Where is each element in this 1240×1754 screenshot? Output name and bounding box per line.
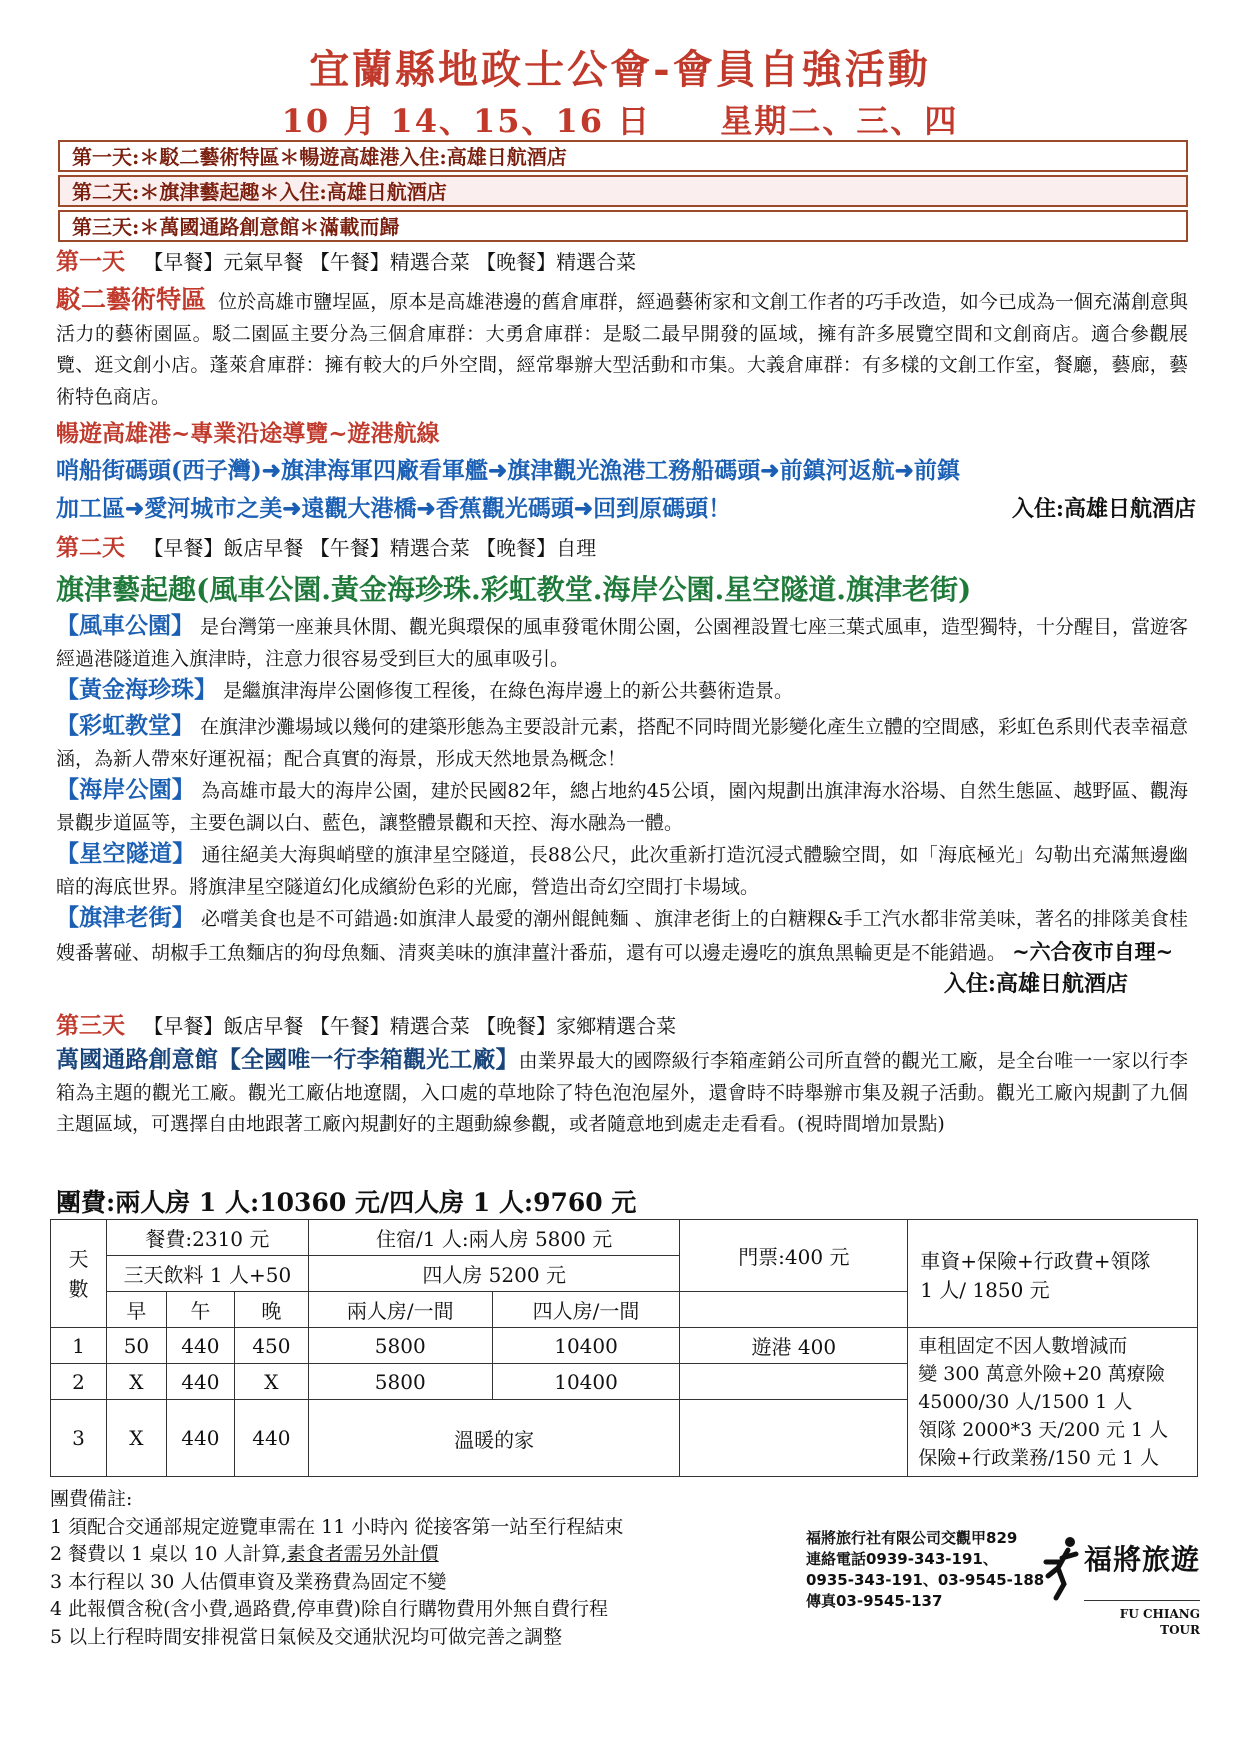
day3-meals-line — [56, 1010, 1186, 1042]
bus-header-1: 車資+保險+行政費+領隊 — [920, 1248, 1151, 1273]
pearl-title: 【黃金海珍珠】 — [56, 676, 217, 703]
day2-stay: 入住:高雄日航酒店 — [943, 971, 1128, 997]
coast-text: 為高雄市最大的海岸公園，建於民國82年，總占地約45公頃，園內規劃出旗津海水浴場、自然生態區、越野區、觀海景觀步道區等，主要色調以白、藍色，讓整體景觀和天控、海水融為一體。 — [56, 780, 1189, 834]
day2-meals: 【早餐】飯店早餐 【午餐】精選合菜 【晚餐】自理 — [143, 536, 597, 560]
day1-meals-line — [56, 246, 1186, 278]
rainbow-text: 在旗津沙灘場域以幾何的建築形態為主要設計元素，搭配不同時間光影變化產生立體的空間感，彩虹色系則代表幸福意涵，為新人帶來好運祝福；配合真實的海景，形成天然地景為概念！ — [56, 716, 1189, 770]
sub-dinner: 晚 — [234, 1292, 308, 1328]
route-line-2-wrap — [56, 490, 1196, 528]
tunnel-title: 【星空隧道】 — [56, 840, 196, 867]
table-cell: 5800 — [308, 1328, 492, 1364]
oldstreet-section — [56, 902, 1188, 1001]
fee-headline: 團費:兩人房 1 人:10360 元/四人房 1 人:9760 元 — [56, 1188, 637, 1217]
table-cell — [680, 1364, 908, 1400]
table-cell: 50 — [106, 1328, 166, 1364]
night-market: ~六合夜市自理~ — [1012, 938, 1174, 964]
tunnel-section — [56, 838, 1188, 903]
table-cell: 440 — [166, 1364, 234, 1400]
logo-divider — [1084, 1600, 1200, 1601]
note-item: 5 以上行程時間安排視當日氣候及交通狀況均可做完善之調整 — [50, 1625, 563, 1648]
meal-header-2: 三天飲料 1 人+50 — [106, 1256, 308, 1292]
pearl-text: 是繼旗津海岸公園修復工程後，在綠色海岸邊上的新公共藝術造景。 — [223, 680, 794, 702]
bus-note: 領隊 2000*3 天/200 元 1 人 — [918, 1419, 1169, 1441]
harbor-title: 暢遊高雄港~專業沿途導覽~遊港航線 — [56, 420, 440, 447]
pier2-text: 位於高雄市鹽埕區，原本是高雄港邊的舊倉庫群，經過藝術家和文創工作者的巧手改造，如今已成為一個充滿創意與活力的藝術園區。駁二園區主要分為三個倉庫群：大勇倉庫群：是駁二最早開發的區域，擁有許多展覽空間和文創商店。適合參觀展覽、逛文創小店。蓬萊倉庫群：擁有較大的戶外空間，經常舉辦大型活動和市集。大義倉庫群：有多樣的文創工作室，餐廳，藝廊，藝術特色商店。 — [56, 291, 1188, 408]
page-title: 宜蘭縣地政士公會-會員自強活動 — [309, 46, 931, 93]
logo-chinese: 福將旅遊 — [1084, 1543, 1201, 1576]
meal-header-1: 餐費:2310 元 — [106, 1220, 308, 1256]
pier2-section — [56, 284, 1188, 413]
sub-double: 兩人房/一間 — [308, 1292, 492, 1328]
sub-breakfast: 早 — [106, 1292, 166, 1328]
table-row-day: 1 — [51, 1328, 107, 1364]
day1-meals: 【早餐】元氣早餐 【午餐】精選合菜 【晚餐】精選合菜 — [143, 250, 637, 274]
home-cell: 溫暖的家 — [308, 1400, 680, 1477]
note-item: 3 本行程以 30 人估價車資及業務費為固定不變 — [50, 1570, 447, 1593]
bus-header-2: 1 人/ 1850 元 — [920, 1277, 1050, 1302]
route-line-1: 哨船街碼頭(西子灣)➜旗津海軍四廠看軍艦➜旗津觀光漁港工務船碼頭➜前鎮河返航➜前鎮 — [56, 457, 960, 484]
notes-title: 團費備註: — [50, 1488, 133, 1510]
agency-fax: 傳真03-9545-137 — [806, 1592, 943, 1610]
harbor-route — [56, 452, 1196, 528]
oldstreet-text: 必嚐美食也是不可錯過:如旗津人最愛的潮州餛飩麵 、旗津老街上的白糖粿&手工汽水都非常美味，著名的排隊美食桂嫂番薯碰、胡椒手工魚麵店的狗母魚麵、清爽美味的旗津薑汁番茄，還有可以邊走邊吃的旗魚黑輪更是不能錯過。 — [56, 908, 1189, 964]
table-row-day: 2 — [51, 1364, 107, 1400]
agency-stamp — [806, 1528, 1044, 1612]
table-cell: 440 — [234, 1400, 308, 1477]
oldstreet-title: 【旗津老街】 — [56, 904, 195, 931]
agency-logo — [1040, 1528, 1201, 1637]
logo-english: FU CHIANG TOUR — [1119, 1607, 1200, 1637]
day2-heading: 旗津藝起趣(風車公園.黃金海珍珠.彩虹教堂.海岸公園.星空隧道.旗津老街) — [56, 573, 972, 606]
fee-table — [50, 1219, 1198, 1477]
table-cell: 10400 — [492, 1364, 680, 1400]
luggage-title: 萬國通路創意館【全國唯一行李箱觀光工廠】 — [56, 1046, 519, 1073]
pier2-title: 駁二藝術特區 — [56, 285, 207, 314]
table-cell: X — [106, 1364, 166, 1400]
fee-notes — [50, 1486, 623, 1651]
note-item: 1 須配合交通部規定遊覽車需在 11 小時內 從接客第一站至行程結束 — [50, 1515, 624, 1538]
sub-quad: 四人房/一間 — [492, 1292, 680, 1328]
sub-lunch: 午 — [166, 1292, 234, 1328]
agency-phone-2: 0935-343-191、03-9545-188 — [806, 1571, 1045, 1589]
day1-stay: 入住:高雄日航酒店 — [1011, 496, 1196, 522]
summary-day2: 第二天:＊旗津藝起趣＊入住:高雄日航酒店 — [58, 175, 1188, 207]
summary-day3: 第三天:＊萬國通路創意館＊滿載而歸 — [58, 210, 1188, 242]
luggage-section — [56, 1044, 1188, 1141]
harbor-title-line — [56, 418, 1186, 450]
table-cell: X — [234, 1364, 308, 1400]
trip-weekdays: 星期二、三、四 — [720, 102, 959, 140]
bus-note: 保險+行政業務/150 元 1 人 — [918, 1447, 1160, 1469]
coast-title: 【海岸公園】 — [56, 776, 195, 803]
windmill-title: 【風車公園】 — [56, 612, 194, 639]
luggage-text: 由業界最大的國際級行李箱產銷公司所直營的觀光工廠，是全台唯一一家以行李箱為主題的觀光工廠。觀光工廠佔地遼闊，入口處的草地除了特色泡泡屋外，還會時不時舉辦市集及親子活動。觀光工廠內規劃了九個主題區域，可選擇自由地跟著工廠內規劃好的主題動線參觀，或者隨意地到處走走看看。(視時間增加景點) — [56, 1050, 1188, 1135]
bus-note: 45000/30 人/1500 1 人 — [918, 1391, 1133, 1413]
day3-label: 第三天 — [56, 1012, 125, 1039]
summary-bars — [58, 140, 1188, 245]
tunnel-text: 通往絕美大海與峭壁的旗津星空隧道，長88公尺，此次重新打造沉浸式體驗空間，如「海底極光」勾勒出充滿無邊幽暗的海底世界。將旗津星空隧道幻化成繽紛色彩的光廊，營造出奇幻空間打卡場域。 — [56, 844, 1188, 898]
ticket-header: 門票:400 元 — [680, 1220, 908, 1292]
ticket-empty — [680, 1292, 908, 1328]
table-cell: 440 — [166, 1328, 234, 1364]
coast-section — [56, 774, 1188, 839]
day2-meals-line — [56, 532, 1186, 564]
veg-note: 素食者需另外計價 — [286, 1543, 439, 1565]
table-cell — [680, 1400, 908, 1477]
table-row-day: 3 — [51, 1400, 107, 1477]
table-cell: 10400 — [492, 1328, 680, 1364]
table-cell: 遊港 400 — [680, 1328, 908, 1364]
windmill-text: 是台灣第一座兼具休閒、觀光與環保的風車發電休閒公園，公園裡設置七座三葉式風車，造型獨特，十分醒目，當遊客經過港隧道進入旗津時，注意力很容易受到巨大的風車吸引。 — [56, 616, 1189, 670]
table-cell: 5800 — [308, 1364, 492, 1400]
date-line — [0, 96, 1240, 142]
note-item: 4 此報價含稅(含小費,過路費,停車費)除自行購物費用外無自費行程 — [50, 1598, 609, 1620]
agency-name: 福將旅行社有限公司交觀甲829 — [806, 1529, 1018, 1547]
bus-note: 變 300 萬意外險+20 萬療險 — [918, 1363, 1165, 1385]
agency-phone-1: 連絡電話0939-343-191、 — [806, 1550, 998, 1568]
days-header: 天數 — [51, 1220, 107, 1328]
pearl-section — [56, 674, 1188, 708]
route-line-2: 加工區➜愛河城市之美➜遠觀大港橋➜香蕉觀光碼頭➜回到原碼頭！ — [56, 495, 732, 522]
note-item-veg: 2 餐費以 1 桌以 10 人計算,素食者需另外計價 — [50, 1543, 439, 1565]
rainbow-section — [56, 710, 1188, 775]
table-cell: 440 — [166, 1400, 234, 1477]
stay-header-2: 四人房 5200 元 — [308, 1256, 680, 1292]
day3-meals: 【早餐】飯店早餐 【午餐】精選合菜 【晚餐】家鄉精選合菜 — [143, 1014, 677, 1038]
windmill-section — [56, 610, 1188, 675]
day1-label: 第一天 — [56, 248, 125, 275]
stay-header-1: 住宿/1 人:兩人房 5800 元 — [308, 1220, 680, 1256]
table-cell: X — [106, 1400, 166, 1477]
summary-day1: 第一天:＊駁二藝術特區＊暢遊高雄港入住:高雄日航酒店 — [58, 140, 1188, 172]
bus-note: 車租固定不因人數增減而 — [918, 1335, 1128, 1357]
table-cell: 450 — [234, 1328, 308, 1364]
bus-notes — [908, 1328, 1198, 1477]
rainbow-title: 【彩虹教堂】 — [56, 712, 194, 739]
running-figure-icon — [1040, 1532, 1084, 1602]
day2-label: 第二天 — [56, 534, 125, 561]
bus-header — [908, 1220, 1198, 1328]
trip-dates: 10 月 14、15、16 日 — [281, 102, 652, 140]
